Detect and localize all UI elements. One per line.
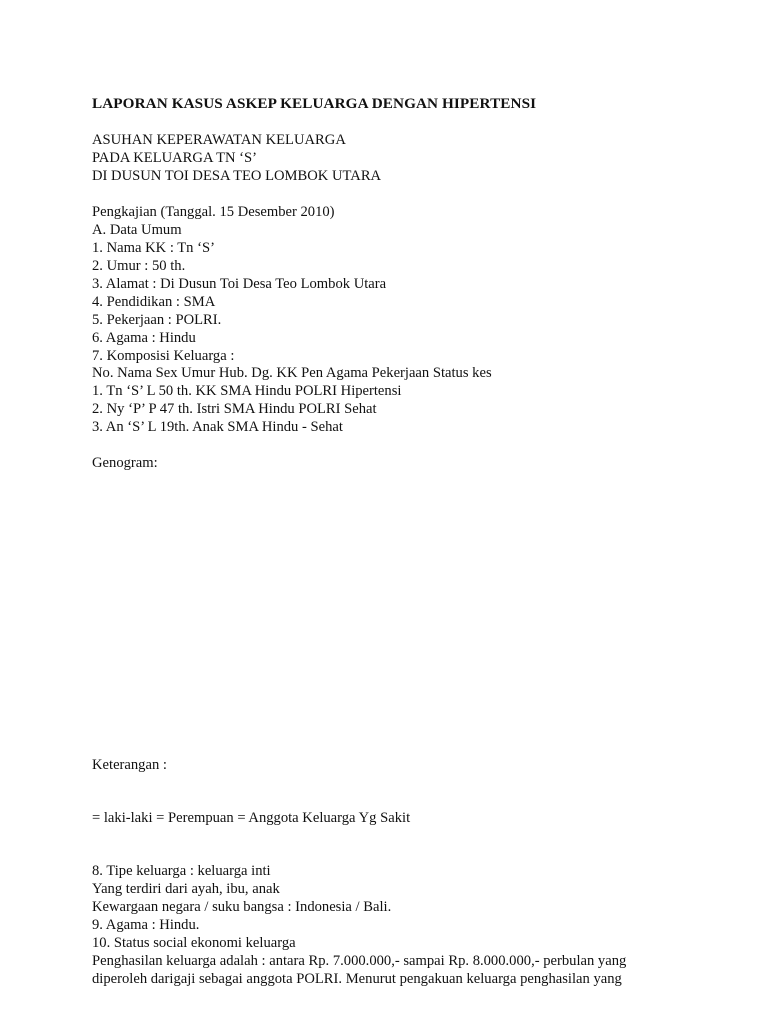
continuation-line: Yang terdiri dari ayah, ibu, anak bbox=[92, 881, 280, 897]
general-data-item: 3. Alamat : Di Dusun Toi Desa Teo Lombok Utara bbox=[92, 276, 387, 292]
continuation-line: 8. Tipe keluarga : keluarga inti bbox=[92, 863, 271, 879]
composition-row: 3. An ‘S’ L 19th. Anak SMA Hindu - Sehat bbox=[92, 419, 343, 435]
general-data-item: 5. Pekerjaan : POLRI. bbox=[92, 312, 222, 328]
legend-text: = laki-laki = Perempuan = Anggota Keluarga Yg Sakit bbox=[92, 810, 411, 826]
composition-header: No. Nama Sex Umur Hub. Dg. KK Pen Agama Pekerjaan Status kes bbox=[92, 365, 492, 381]
subtitle-line: PADA KELUARGA TN ‘S’ bbox=[92, 150, 258, 166]
general-data-item: 2. Umur : 50 th. bbox=[92, 258, 186, 274]
subtitle-line: ASUHAN KEPERAWATAN KELUARGA bbox=[92, 132, 346, 148]
document-title: LAPORAN KASUS ASKEP KELUARGA DENGAN HIPERTENSI bbox=[92, 95, 537, 112]
continuation-line: Kewargaan negara / suku bangsa : Indonesia / Bali. bbox=[92, 899, 392, 915]
continuation-line: diperoleh darigaji sebagai anggota POLRI. Menurut pengakuan keluarga penghasilan yang bbox=[92, 971, 622, 987]
composition-row: 1. Tn ‘S’ L 50 th. KK SMA Hindu POLRI Hipertensi bbox=[92, 383, 402, 399]
general-data-item: 1. Nama KK : Tn ‘S’ bbox=[92, 240, 215, 256]
continuation-line: 10. Status social ekonomi keluarga bbox=[92, 935, 296, 951]
continuation-line: 9. Agama : Hindu. bbox=[92, 917, 200, 933]
general-data-item: 4. Pendidikan : SMA bbox=[92, 294, 216, 310]
assessment-heading: Pengkajian (Tanggal. 15 Desember 2010) bbox=[92, 204, 335, 220]
composition-row: 2. Ny ‘P’ P 47 th. Istri SMA Hindu POLRI Sehat bbox=[92, 401, 377, 417]
genogram-label: Genogram: bbox=[92, 455, 158, 471]
general-data-item: 6. Agama : Hindu bbox=[92, 330, 196, 346]
section-heading: A. Data Umum bbox=[92, 222, 182, 238]
continuation-line: Penghasilan keluarga adalah : antara Rp. 7.000.000,- sampai Rp. 8.000.000,- perbulan yang bbox=[92, 953, 627, 969]
subtitle-line: DI DUSUN TOI DESA TEO LOMBOK UTARA bbox=[92, 168, 382, 184]
legend-label: Keterangan : bbox=[92, 757, 167, 773]
general-data-item: 7. Komposisi Keluarga : bbox=[92, 348, 235, 364]
